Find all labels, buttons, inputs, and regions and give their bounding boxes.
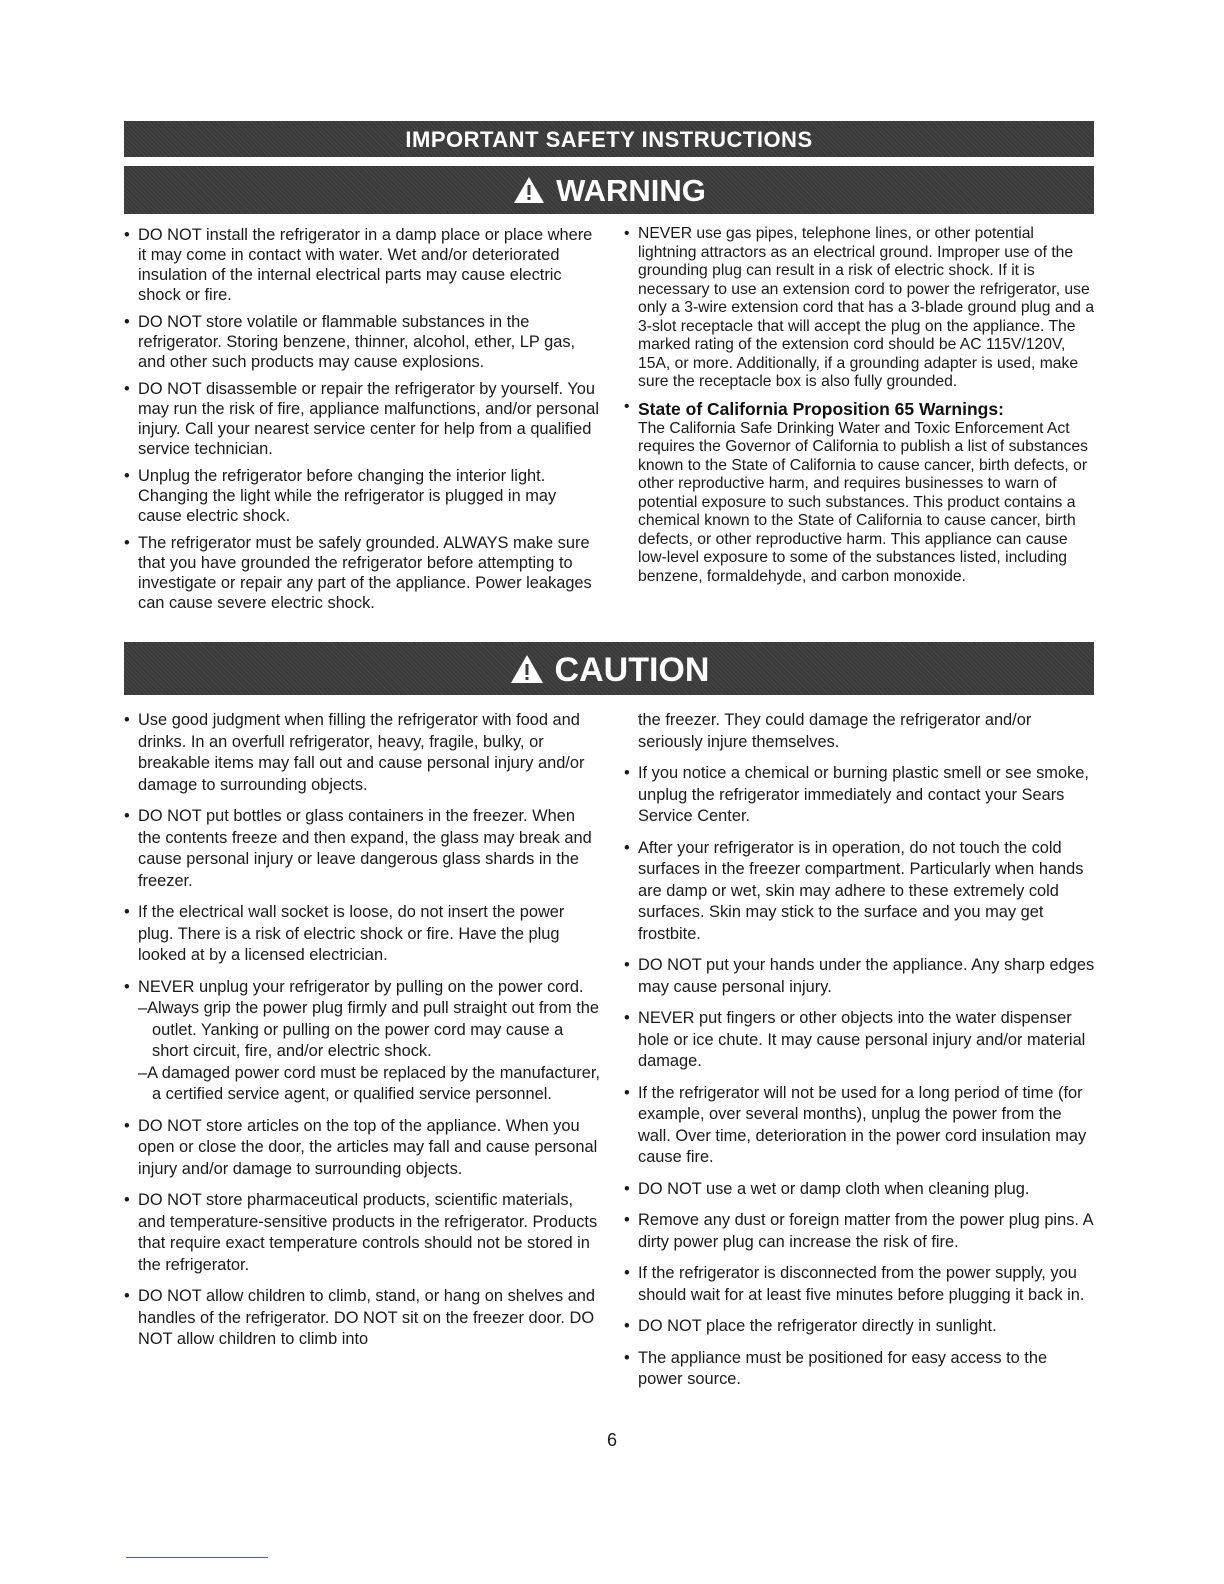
list-item: • The refrigerator must be safely grounded. ALWAYS make sure that you have grounded the refrigerator before attempting to investigate or repair any part of the appliance. Power leakages can cause severe electric shock. [124,533,602,613]
footer-rule [126,1557,268,1558]
list-item: • After your refrigerator is in operation, do not touch the cold surfaces in the freezer compartment. Particularly when hands are damp or wet, skin may adhere to these extremely cold surfaces. Skin may stick to the surface and you may get frostbite. [624,838,1096,946]
warning-heading: WARNING [556,173,706,208]
caution-right-list [624,763,1096,1391]
list-item: • DO NOT store volatile or flammable substances in the refrigerator. Storing benzene, thinner, alcohol, ether, LP gas, and other such products may cause explosions. [124,312,602,372]
warning-right-column [624,225,1096,592]
caution-left-list [124,710,602,1351]
caution-triangle-icon [509,653,545,685]
list-item: • DO NOT store articles on the top of the appliance. When you open or close the door, the articles may fall and cause personal injury and/or damage to surrounding objects. [124,1116,602,1181]
list-item: • DO NOT put bottles or glass containers in the freezer. When the contents freeze and then expand, the glass may break and cause personal injury or leave dangerous glass shards in the freezer. [124,806,602,892]
caution-left-column [124,710,602,1361]
list-item-text: NEVER unplug your refrigerator by pulling on the power cord. [138,977,584,996]
warning-left-list [124,225,602,613]
prop65-body: The California Safe Drinking Water and Toxic Enforcement Act requires the Governor of California to publish a list of substances known to the State of California to cause cancer, birth defects, or other reproductive harm, and requires businesses to warn of potential exposure to such substances. This product contains a chemical known to the State of California to cause cancer, birth defects, or other reproductive harm. This appliance can cause low-level exposure to some of the substances listed, including benzene, formaldehyde, and carbon monoxide. [638,419,1088,585]
list-item: • DO NOT store pharmaceutical products, scientific materials, and temperature-sensitive products in the refrigerator. Products that require exact temperature controls should not be stored in the refrigerator. [124,1190,602,1276]
list-item: • Use good judgment when filling the refrigerator with food and drinks. In an overfull refrigerator, heavy, fragile, bulky, or breakable items may fall out and cause personal injury and/or damage to surrounding objects. [124,710,602,796]
list-item: • DO NOT disassemble or repair the refrigerator by yourself. You may run the risk of fire, appliance malfunctions, and/or personal injury. Call your nearest service center for help from a qualified service technician. [124,379,602,459]
list-item: • DO NOT use a wet or damp cloth when cleaning plug. [624,1179,1096,1201]
list-item: • If the refrigerator is disconnected from the power supply, you should wait for at least five minutes before plugging it back in. [624,1263,1096,1306]
list-item: • DO NOT allow children to climb, stand, or hang on shelves and handles of the refrigerator. DO NOT sit on the freezer door. DO NOT allow children to climb into [124,1286,602,1351]
list-item: • DO NOT place the refrigerator directly in sunlight. [624,1316,1096,1338]
warning-banner [124,166,1094,214]
list-item: • DO NOT put your hands under the appliance. Any sharp edges may cause personal injury. [624,955,1096,998]
continued-text: the freezer. They could damage the refrigerator and/or seriously injure themselves. [638,711,1032,751]
list-item: • DO NOT install the refrigerator in a damp place or place where it may come in contact with water. Wet and/or deteriorated insulation of the internal electrical parts may cause electric shock or fire. [124,225,602,305]
prop65-item [624,398,1096,587]
caution-banner [124,642,1094,695]
list-item: • NEVER put fingers or other objects into the water dispenser hole or ice chute. It may cause personal injury and/or material damage. [624,1008,1096,1073]
list-item: • The appliance must be positioned for easy access to the power source. [624,1348,1096,1391]
list-item: • If the refrigerator will not be used for a long period of time (for example, over several months), unplug the power from the wall. Over time, deterioration in the power cord insulation may cause fire. [624,1083,1096,1169]
sub-item: –Always grip the power plug firmly and pull straight out from the outlet. Yanking or pulling on the power cord may cause a short circuit, fire, and/or electric shock. [138,999,599,1060]
section-title: IMPORTANT SAFETY INSTRUCTIONS [405,127,813,152]
list-item: • If the electrical wall socket is loose, do not insert the power plug. There is a risk of electric shock or fire. Have the plug looked at by a licensed electrician. [124,902,602,967]
list-item: • Remove any dust or foreign matter from the power plug pins. A dirty power plug can increase the risk of fire. [624,1210,1096,1253]
list-item: • NEVER use gas pipes, telephone lines, or other potential lightning attractors as an electrical ground. Improper use of the grounding plug can result in a risk of electric shock. If it is necessary to use an extension cord to power the refrigerator, use only a 3-wire extension cord that has a 3-blade ground plug and a 3-slot receptacle that will accept the plug on the appliance. The marked rating of the extension cord should be AC 115V/120V, 15A, or more. Additionally, if a grounding adapter is used, make sure the receptacle box is also fully grounded. [624,225,1096,392]
caution-heading: CAUTION [554,651,710,689]
list-item: • Unplug the refrigerator before changing the interior light. Changing the light while the refrigerator is plugged in may cause electric shock. [124,466,602,526]
section-title-banner [124,121,1094,157]
list-item: • If you notice a chemical or burning plastic smell or see smoke, unplug the refrigerator immediately and contact your Sears Service Center. [624,763,1096,828]
caution-right-column [624,710,1096,1401]
warning-triangle-icon [512,175,546,205]
warning-left-column [124,225,602,620]
sub-item: –A damaged power cord must be replaced by the manufacturer, a certified service agent, or qualified service personnel. [138,1063,600,1103]
prop65-heading: • State of California Proposition 65 Warnings: [638,398,1004,419]
list-item [124,977,602,1106]
page-number: 6 [606,1430,617,1450]
warning-right-list [624,225,1096,586]
